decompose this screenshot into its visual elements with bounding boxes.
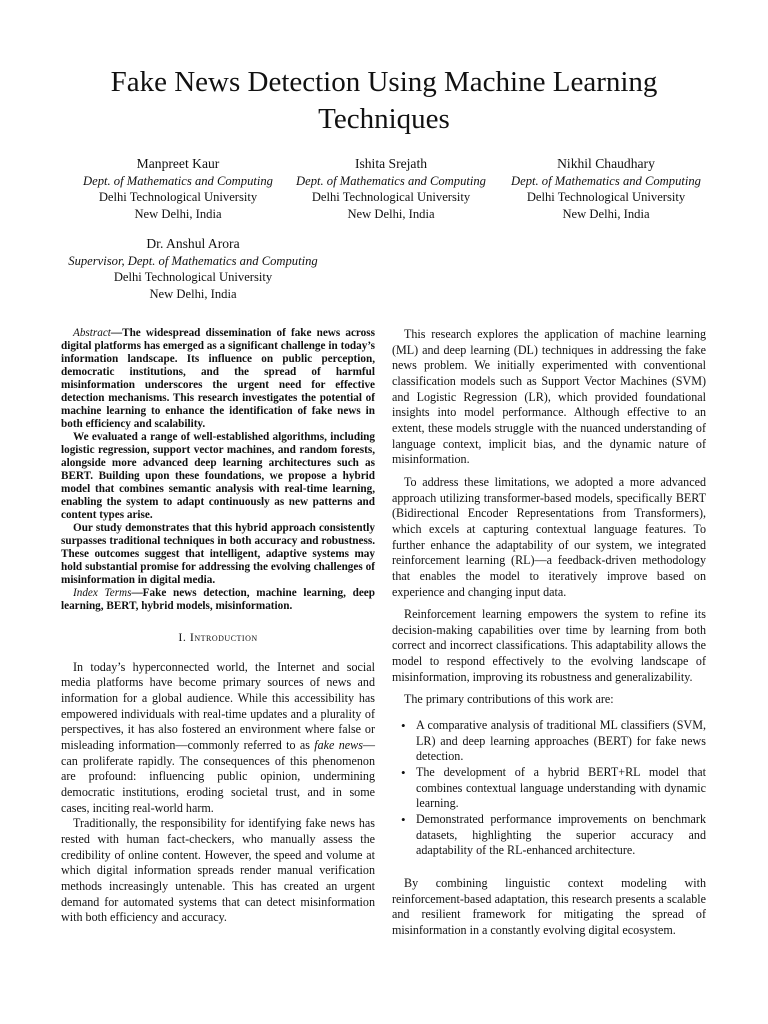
right-paragraph-5: By combining linguistic context modeling with reinforcement-based adaptation, this research presents a scalable and resilient framework for mitigating the spread of misinformation in a constantly evolving digital ecosystem.: [392, 876, 706, 937]
bullet-icon: •: [401, 718, 406, 734]
list-item: [401, 718, 706, 765]
author-institution: Delhi Technological University: [113, 270, 273, 285]
intro-paragraph-2: Traditionally, the responsibility for identifying fake news has rested with human fact-checkers, who manually assess the credibility of online content. However, the speed and volume at which digital information spreads render manual verification methods increasingly untenable. This has created an urgent demand for automated systems that can detect misinformation with both efficiency and accuracy.: [61, 816, 375, 925]
abstract-paragraph-1: [61, 327, 375, 431]
author-location: New Delhi, India: [149, 286, 237, 301]
author-block-3: [491, 156, 721, 222]
author-name: Ishita Srejath: [354, 156, 428, 171]
intro-text-1b: —can proliferate rapidly. The consequences of this phenomenon are profound: influencing public opinion, undermining democratic institutions, eroding societal trust, and in some cases, inciting real-world harm.: [61, 737, 375, 815]
left-column: [61, 327, 375, 926]
author-institution: Delhi Technological University: [311, 190, 471, 205]
author-name: Manpreet Kaur: [136, 156, 220, 171]
right-column: [392, 327, 706, 939]
section-heading-introduction: [61, 630, 375, 646]
list-item-text: Demonstrated performance improvements on benchmark datasets, highlighting the superior accuracy and adaptability of the RL-enhanced architecture.: [416, 812, 706, 858]
section-title: Introduction: [189, 630, 258, 644]
bullet-icon: •: [401, 765, 406, 781]
right-paragraph-1: This research explores the application of machine learning (ML) and deep learning (DL) techniques in addressing the fake news problem. We initially experimented with conventional classification models such as Support Vector Machines (SVM) and Logistic Regression (LR), which provided foundational insights into model performance. Although effective to an extent, these models struggle with the nuanced understanding of language context, implicit bias, and the dynamic nature of misinformation.: [392, 327, 706, 467]
list-item-text: The development of a hybrid BERT+RL model that combines contextual language understanding with dynamic learning.: [416, 765, 706, 811]
author-location: New Delhi, India: [562, 206, 650, 221]
abstract: [61, 327, 375, 613]
index-terms-text: —Fake news detection, machine learning, deep learning, BERT, hybrid models, misinformation.: [61, 587, 375, 612]
author-block-2: [276, 156, 506, 222]
section-numeral: I.: [178, 630, 187, 644]
title-line-1: Fake News Detection Using Machine Learning: [110, 66, 658, 98]
intro-paragraph-1: [61, 660, 375, 817]
author-dept: Dept. of Mathematics and Computing: [296, 174, 486, 189]
intro-text-1a: In today’s hyperconnected world, the Internet and social media platforms have become primary sources of news and information for a global audience. While this accessibility has empowered individuals with real-time updates and a plurality of perspectives, it has also fostered an environment where false or misleading information—commonly referred to as: [61, 659, 375, 752]
bullet-icon: •: [401, 812, 406, 828]
author-name: Nikhil Chaudhary: [557, 156, 655, 171]
author-dept: Dept. of Mathematics and Computing: [83, 174, 273, 189]
author-location: New Delhi, India: [134, 206, 222, 221]
intro-emphasis: fake news: [314, 737, 363, 752]
author-dept: Supervisor, Dept. of Mathematics and Computing: [68, 254, 318, 269]
abstract-paragraph-3: Our study demonstrates that this hybrid approach consistently surpasses traditional techniques in both accuracy and robustness. These outcomes suggest that intelligent, adaptive systems may hold substantial promise for addressing the evolving challenges of misinformation in digital media.: [61, 522, 375, 586]
author-name: Dr. Anshul Arora: [146, 236, 240, 251]
author-dept: Dept. of Mathematics and Computing: [511, 174, 701, 189]
list-item-text: A comparative analysis of traditional ML classifiers (SVM, LR) and deep learning approaches (BERT) for fake news detection.: [416, 718, 706, 764]
author-institution: Delhi Technological University: [98, 190, 258, 205]
author-institution: Delhi Technological University: [526, 190, 686, 205]
right-paragraph-4: The primary contributions of this work are:: [404, 692, 614, 707]
list-item: [401, 812, 706, 859]
title-line-2: Techniques: [318, 103, 450, 135]
abstract-paragraph-2: We evaluated a range of well-established algorithms, including logistic regression, support vector machines, and random forests, alongside more advanced deep learning architectures such as BERT. Building upon these foundations, we propose a hybrid model that combines semantic analysis with real-time learning, enabling the system to adapt continuously as new patterns and content types arise.: [61, 431, 375, 521]
author-location: New Delhi, India: [347, 206, 435, 221]
paper-title: [40, 64, 728, 138]
index-terms-label: Index Terms: [73, 587, 132, 599]
right-paragraph-3: Reinforcement learning empowers the system to refine its decision-making capabilities over time by learning from both correct and incorrect classifications. This adaptability allows the model to respond effectively to the evolving landscape of misinformation, improving its robustness and generalizability.: [392, 607, 706, 684]
abstract-label: Abstract: [73, 327, 111, 339]
list-item: [401, 765, 706, 812]
author-block-1: [63, 156, 293, 222]
abstract-text-1: —The widespread dissemination of fake news across digital platforms has emerged as a significant challenge in today’s information landscape. Its influence on public perception, democratic institutions, and the spread of harmful misinformation underscores the urgent need for effective detection mechanisms. This research investigates the potential of machine learning to enhance the identification of fake news in both efficiency and scalability.: [61, 327, 375, 430]
contributions-list: [392, 718, 706, 859]
right-paragraph-2: To address these limitations, we adopted a more advanced approach utilizing transformer-based models, specifically BERT (Bidirectional Encoder Representations from Transformers), which excels at capturing contextual language features. To further enhance the adaptability of our system, we integrated reinforcement learning (RL)—a feedback-driven methodology that enables the model to iteratively improve based on experience and changing input data.: [392, 474, 706, 599]
index-terms: [61, 587, 375, 613]
author-block-4: [48, 236, 338, 302]
